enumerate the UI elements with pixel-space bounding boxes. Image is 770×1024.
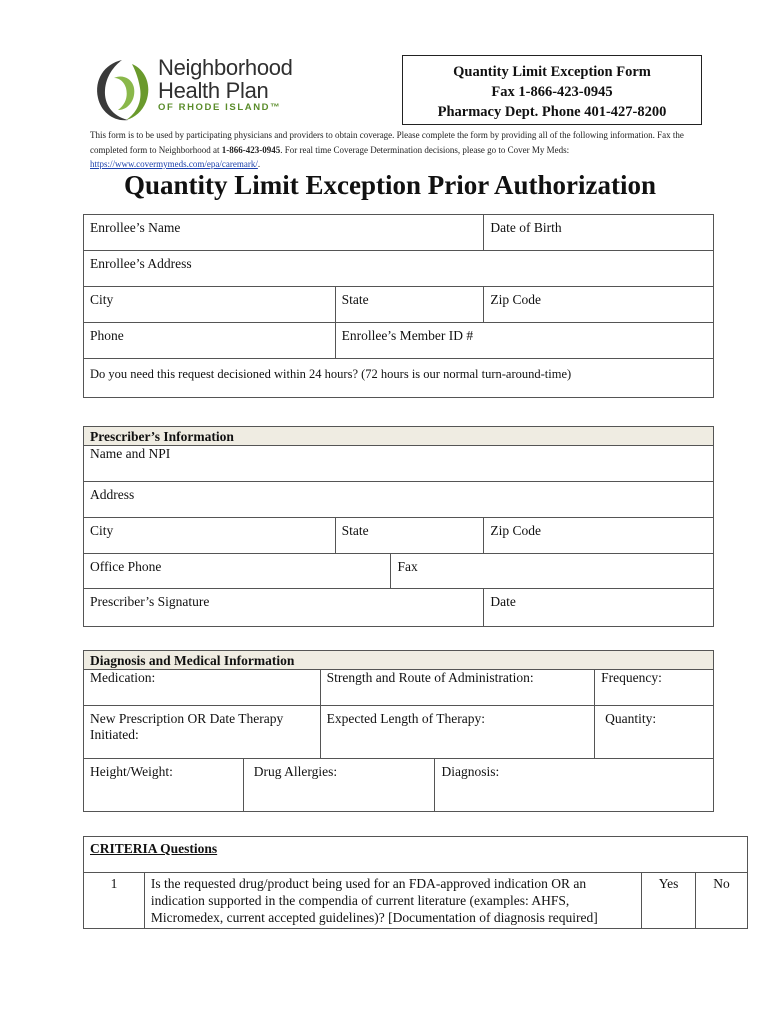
name-npi-label: Name and NPI: [90, 446, 171, 461]
prescriber-fax-field[interactable]: [391, 554, 714, 589]
criteria-section-header: [84, 837, 748, 873]
name-npi-field[interactable]: [84, 446, 714, 482]
urgent-request-field[interactable]: [84, 359, 714, 398]
enrollee-phone-label: Phone: [90, 328, 124, 343]
criteria-yes-label: Yes: [658, 876, 679, 891]
frequency-field[interactable]: [595, 670, 714, 706]
criteria-table: [83, 836, 748, 929]
enrollee-table: [83, 214, 714, 398]
member-id-label: Enrollee’s Member ID #: [341, 328, 474, 343]
enrollee-name-field[interactable]: [84, 215, 484, 251]
enrollee-city-field[interactable]: [84, 287, 336, 323]
form-header-box: [402, 55, 702, 125]
criteria-header-label: CRITERIA Questions: [90, 841, 218, 856]
criteria-question-text: Is the requested drug/product being used for an FDA-approved indication OR an indication supported in the compendia of current literature (examples: AHFS, Micromedex, current accepted guidelines)? [Documentation of diagnosis required]: [150, 876, 598, 925]
prescriber-zip-field[interactable]: [484, 518, 714, 554]
enrollee-phone-field[interactable]: [84, 323, 336, 359]
drug-allergies-field[interactable]: [243, 759, 435, 812]
nhp-logo: [92, 56, 322, 126]
logo-line3: OF RHODE ISLAND™: [158, 102, 282, 113]
pharmacy-phone: Pharmacy Dept. Phone 401-427-8200: [437, 104, 667, 120]
diagnosis-label: Diagnosis:: [441, 764, 500, 779]
prescriber-table: [83, 426, 714, 627]
prescriber-city-field[interactable]: [84, 518, 336, 554]
prescriber-state-label: State: [341, 523, 369, 538]
prescriber-section-header: [84, 427, 714, 446]
enrollee-name-label: Enrollee’s Name: [90, 220, 181, 235]
strength-route-label: Strength and Route of Administration:: [326, 670, 534, 685]
criteria-yes-option[interactable]: [642, 873, 696, 929]
drug-allergies-label: Drug Allergies:: [253, 764, 338, 779]
criteria-number-label: 1: [110, 876, 118, 891]
enrollee-city-label: City: [90, 292, 114, 307]
intro-text-1: This form is to be used by participating physicians and providers to obtain coverage. Please complete the form by providing all of the following information. Fax the completed form to Neighborhood at: [90, 130, 684, 155]
quantity-label: Quantity:: [605, 711, 657, 726]
prescriber-signature-field[interactable]: [84, 589, 484, 627]
expected-length-label: Expected Length of Therapy:: [326, 711, 485, 726]
logo-swoosh-icon: [92, 56, 154, 126]
office-phone-label: Office Phone: [90, 559, 162, 574]
member-id-field[interactable]: [335, 323, 713, 359]
signature-date-field[interactable]: [484, 589, 714, 627]
criteria-question: [144, 873, 641, 929]
covermymeds-link[interactable]: https://www.covermymeds.com/epa/caremark/: [90, 159, 258, 169]
frequency-label: Frequency:: [601, 670, 662, 685]
prescriber-fax-label: Fax: [397, 559, 418, 574]
dob-field[interactable]: [484, 215, 714, 251]
prescriber-zip-label: Zip Code: [490, 523, 541, 538]
expected-length-field[interactable]: [320, 706, 594, 759]
prescriber-header-label: Prescriber’s Information: [90, 429, 234, 444]
fax-number: Fax 1-866-423-0945: [491, 84, 613, 100]
office-phone-field[interactable]: [84, 554, 391, 589]
enrollee-state-field[interactable]: [335, 287, 484, 323]
enrollee-address-field[interactable]: [84, 251, 714, 287]
diagnosis-table: [83, 650, 714, 812]
enrollee-state-label: State: [341, 292, 369, 307]
diagnosis-section-header: [84, 651, 714, 670]
urgent-request-question: Do you need this request decisioned within 24 hours? (72 hours is our normal turn-around-time): [90, 367, 572, 381]
enrollee-zip-label: Zip Code: [490, 292, 541, 307]
quantity-field[interactable]: [595, 706, 714, 759]
intro-text-3: .: [257, 159, 261, 169]
signature-date-label: Date: [490, 594, 516, 609]
enrollee-zip-field[interactable]: [484, 287, 714, 323]
new-rx-label: New Prescription OR Date Therapy Initiated:: [90, 711, 284, 742]
prescriber-state-field[interactable]: [335, 518, 484, 554]
page-title: Quantity Limit Exception Prior Authorization: [124, 170, 656, 200]
criteria-no-label: No: [713, 876, 730, 891]
enrollee-address-label: Enrollee’s Address: [90, 256, 192, 271]
prescriber-city-label: City: [90, 523, 114, 538]
criteria-row: [84, 873, 748, 929]
new-rx-field[interactable]: [84, 706, 321, 759]
intro-fax: 1-866-423-0945: [221, 144, 281, 155]
criteria-number: [84, 873, 145, 929]
prescriber-address-field[interactable]: [84, 482, 714, 518]
height-weight-field[interactable]: [84, 759, 244, 812]
intro-text-2: . For real time Coverage Determination decisions, please go to Cover My Meds:: [280, 144, 570, 155]
prescriber-address-label: Address: [90, 487, 135, 502]
form-name: Quantity Limit Exception Form: [453, 64, 651, 80]
strength-route-field[interactable]: [320, 670, 594, 706]
medication-field[interactable]: [84, 670, 321, 706]
medication-label: Medication:: [90, 670, 156, 685]
criteria-no-option[interactable]: [696, 873, 748, 929]
diagnosis-header-label: Diagnosis and Medical Information: [90, 653, 295, 668]
logo-line1: Neighborhood: [158, 55, 293, 80]
logo-line2: Health Plan: [158, 78, 269, 103]
dob-label: Date of Birth: [490, 220, 562, 235]
intro-paragraph: [90, 128, 690, 172]
height-weight-label: Height/Weight:: [90, 764, 173, 779]
prescriber-signature-label: Prescriber’s Signature: [90, 594, 210, 609]
diagnosis-field[interactable]: [435, 759, 714, 812]
